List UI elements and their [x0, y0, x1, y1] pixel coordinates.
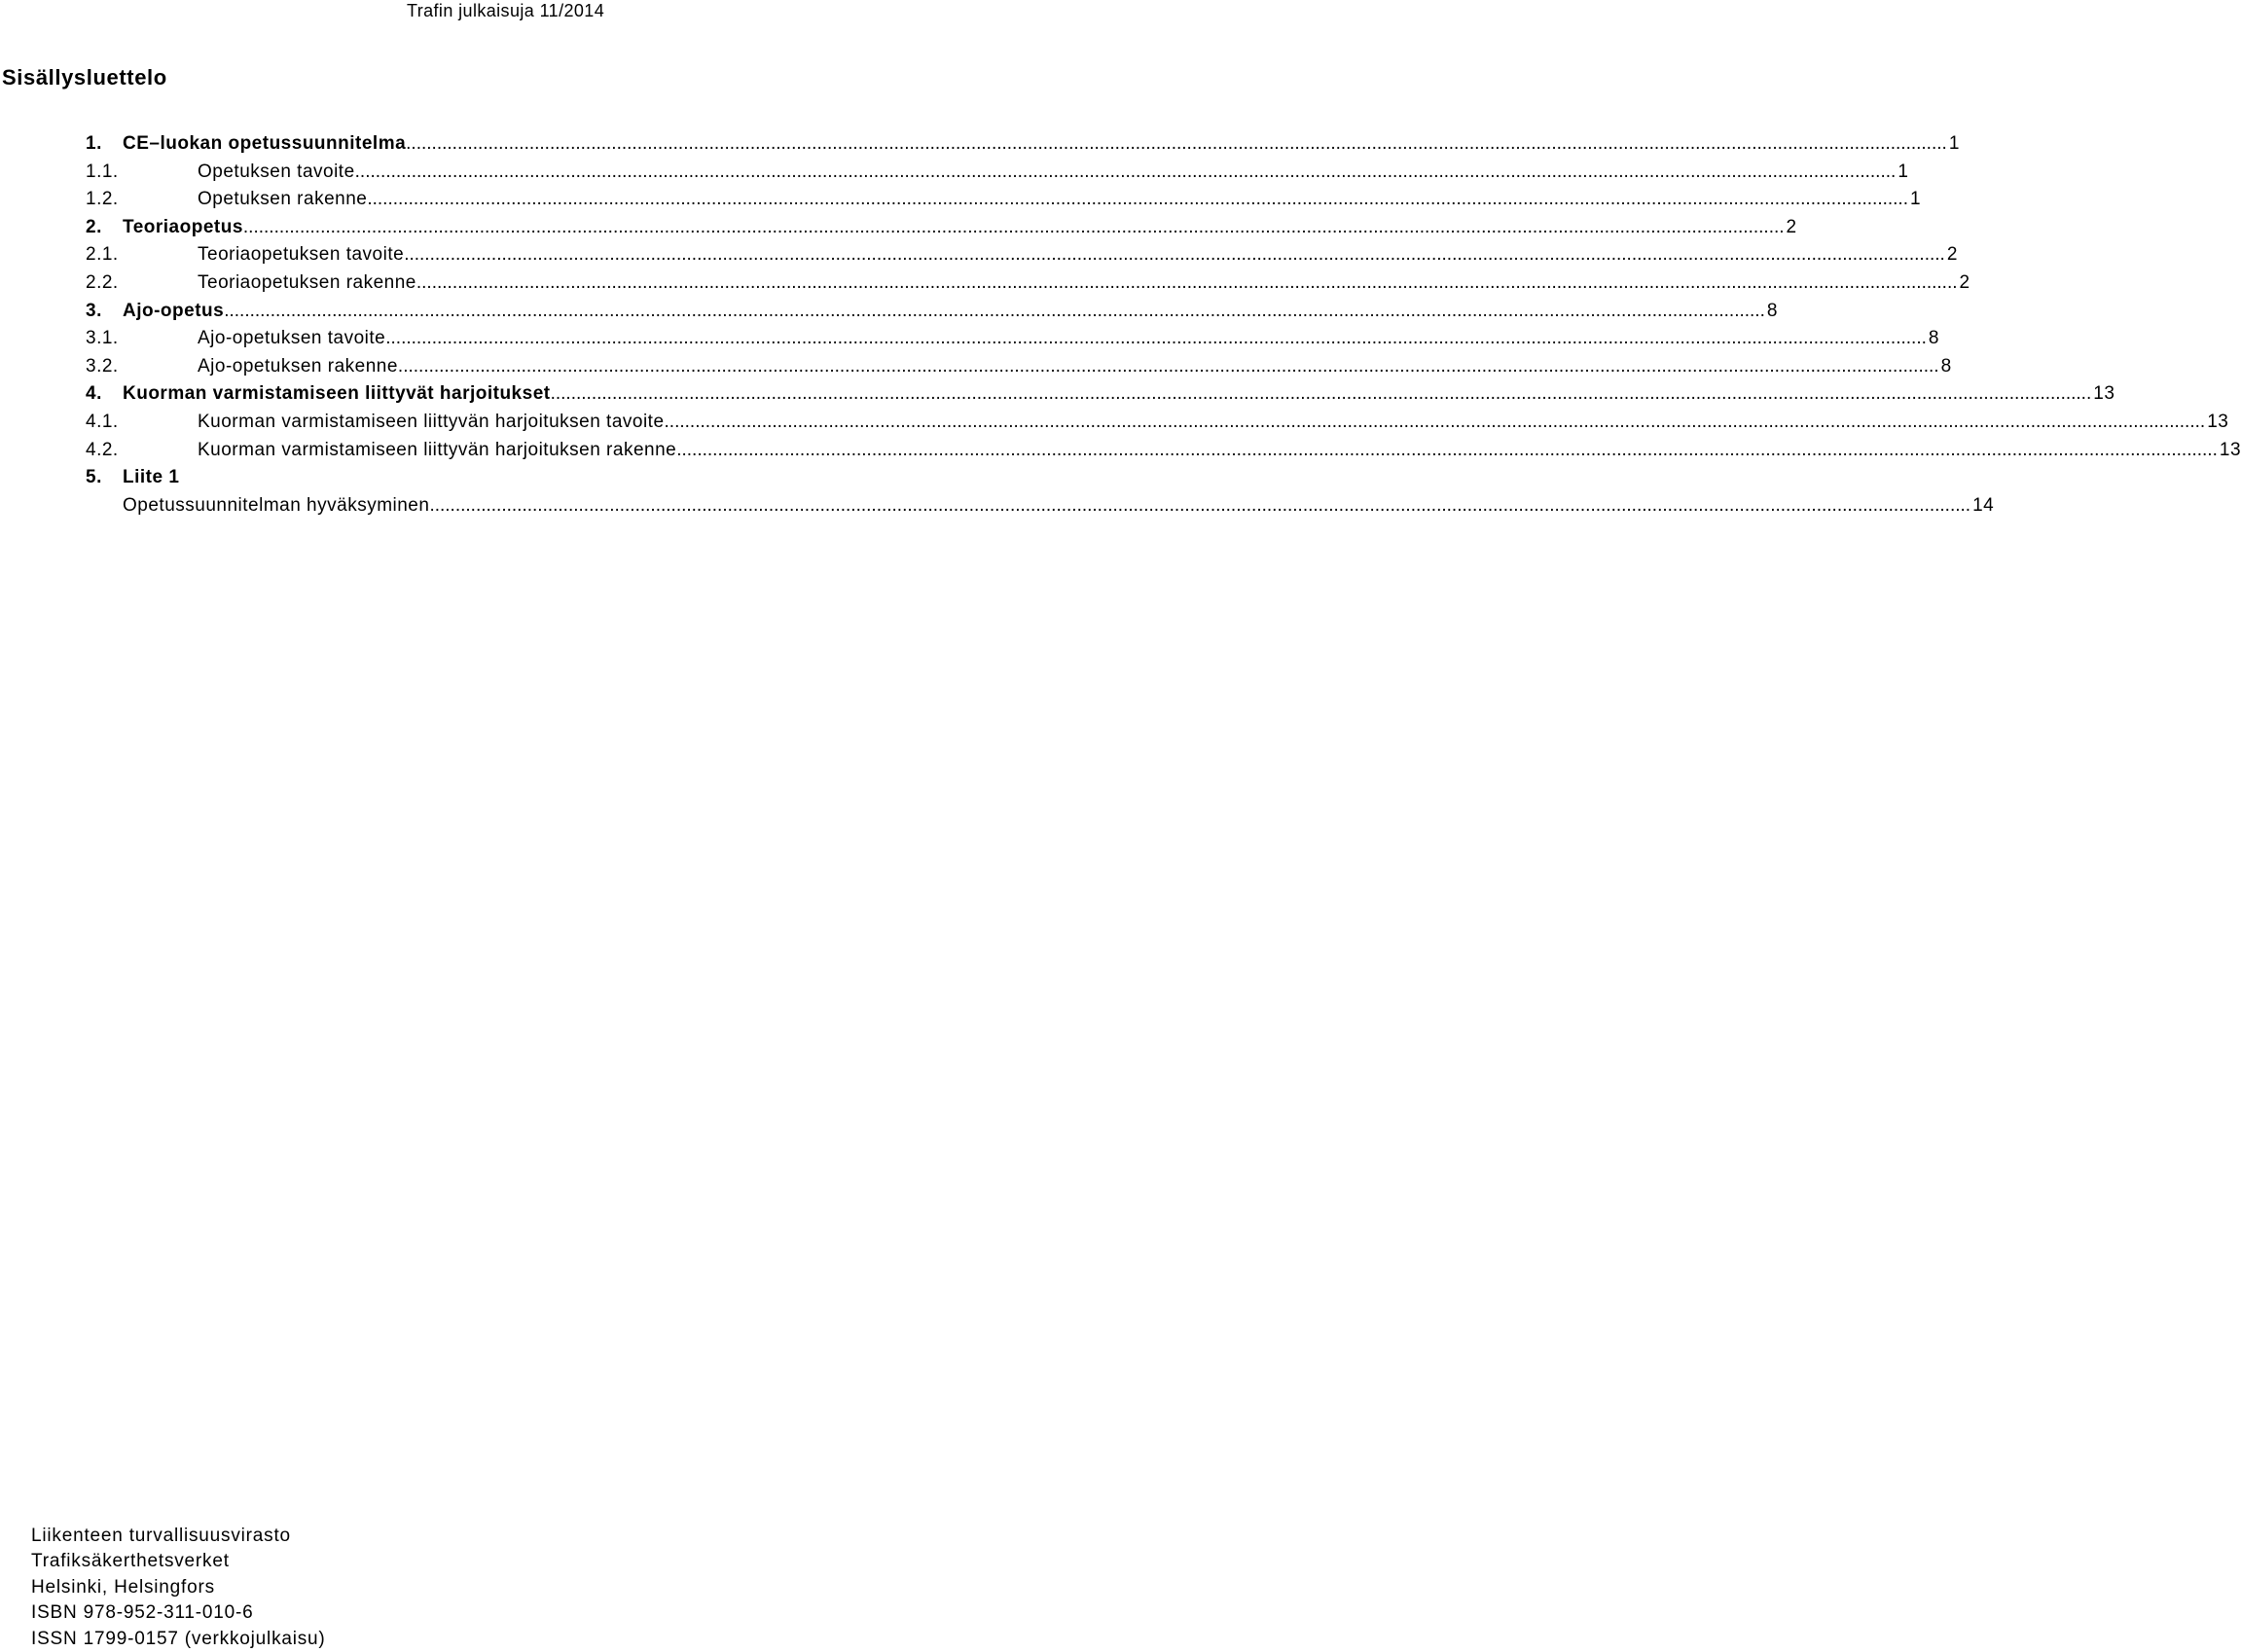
toc-entry-number: 3.2.	[86, 355, 119, 377]
toc-entry-number: 3.	[86, 300, 102, 321]
toc-entry[interactable]	[86, 188, 1922, 216]
toc-entry-title: Kuorman varmistamiseen liittyvän harjoituksen rakenne	[198, 439, 677, 460]
toc-entry[interactable]	[86, 216, 1797, 244]
toc-entry-number: 4.	[86, 383, 102, 405]
toc-entry-title: Liite 1	[123, 467, 180, 488]
toc-entry-page: 8	[1928, 328, 1939, 349]
toc-entry-title: Ajo-opetuksen rakenne	[198, 355, 398, 377]
toc-entry-number: 2.	[86, 216, 102, 237]
isbn: ISBN 978-952-311-010-6	[31, 1602, 254, 1624]
toc-entry-number: 2.2.	[86, 271, 119, 293]
publisher-name-fi: Liikenteen turvallisuusvirasto	[31, 1526, 291, 1546]
toc-entry-title: CE–luokan opetussuunnitelma	[123, 133, 407, 154]
toc-entry-title: Opetuksen rakenne	[198, 189, 368, 210]
toc-entry-title: Teoriaopetus	[123, 216, 243, 237]
toc-entry-title: Teoriaopetuksen tavoite	[198, 244, 405, 266]
toc-entry-title: Kuorman varmistamiseen liittyvät harjoitukset	[123, 383, 551, 405]
toc-entry-title: Opetussuunnitelman hyväksyminen	[123, 494, 430, 516]
toc-entry-title: Ajo-opetuksen tavoite	[198, 328, 386, 349]
toc-leader-dots: ............................................................................................................................................................................................................................................................................................................	[397, 355, 1939, 377]
toc-leader-dots: ............................................................................................................................................................................................................................................................................................................	[404, 244, 1945, 266]
toc-entry[interactable]	[86, 439, 2241, 467]
toc-entry-page: 8	[1766, 300, 1778, 321]
toc-entry-title: Teoriaopetuksen rakenne	[198, 271, 416, 293]
toc-entry-page: 2	[1946, 244, 1958, 266]
toc-entry-page: 13	[2093, 383, 2115, 405]
toc-entry-number: 2.1.	[86, 244, 119, 266]
toc-entry-page: 14	[1972, 494, 1995, 516]
toc-entry[interactable]	[86, 494, 1995, 522]
toc-entry[interactable]	[86, 327, 1939, 355]
toc-entry[interactable]	[86, 411, 2229, 439]
toc-entry-page: 1	[1898, 161, 1909, 182]
toc-entry-page: 8	[1940, 355, 1952, 377]
toc-title: Sisällysluettelo	[2, 65, 167, 90]
toc-entry-title: Opetuksen tavoite	[198, 161, 355, 182]
toc-entry[interactable]	[86, 271, 1970, 300]
toc-entry[interactable]	[86, 161, 1909, 189]
toc-entry-title: Ajo-opetus	[123, 300, 225, 321]
toc-entry-number: 3.1.	[86, 328, 119, 349]
toc-entry-number: 5.	[86, 467, 102, 488]
toc-leader-dots: ............................................................................................................................................................................................................................................................................................................	[224, 300, 1765, 321]
toc-entry[interactable]	[86, 132, 1960, 161]
toc-leader-dots: ............................................................................................................................................................................................................................................................................................................	[367, 189, 1908, 210]
toc-entry-number: 4.2.	[86, 439, 119, 460]
table-of-contents	[86, 132, 2241, 521]
toc-leader-dots: ............................................................................................................................................................................................................................................................................................................	[242, 216, 1785, 237]
issn: ISSN 1799-0157 (verkkojulkaisu)	[31, 1628, 326, 1649]
publisher-location: Helsinki, Helsingfors	[31, 1576, 215, 1598]
toc-entry[interactable]	[86, 466, 931, 494]
toc-entry-page: 13	[2219, 439, 2241, 460]
toc-entry-page: 2	[1786, 216, 1797, 237]
toc-leader-dots: ............................................................................................................................................................................................................................................................................................................	[550, 383, 2092, 405]
publisher-info	[31, 1524, 326, 1652]
toc-entry-number: 1.	[86, 133, 102, 154]
toc-entry[interactable]	[86, 355, 1952, 383]
publisher-name-sv: Trafiksäkerthetsverket	[31, 1551, 230, 1572]
toc-entry-number: 4.1.	[86, 411, 119, 432]
toc-entry[interactable]	[86, 382, 2115, 411]
toc-entry-title: Kuorman varmistamiseen liittyvän harjoituksen tavoite	[198, 411, 665, 432]
toc-entry[interactable]	[86, 243, 1958, 271]
toc-leader-dots: ............................................................................................................................................................................................................................................................................................................	[416, 271, 1958, 293]
toc-leader-dots: ............................................................................................................................................................................................................................................................................................................	[429, 494, 1971, 516]
toc-leader-dots: ............................................................................................................................................................................................................................................................................................................	[406, 133, 1947, 154]
publication-reference: Trafin julkaisuja 11/2014	[407, 1, 605, 20]
toc-entry-page: 13	[2207, 411, 2229, 432]
toc-entry-page: 1	[1948, 133, 1960, 154]
toc-leader-dots: ............................................................................................................................................................................................................................................................................................................	[676, 439, 2218, 460]
toc-entry[interactable]	[86, 300, 1778, 328]
toc-leader-dots: ............................................................................................................................................................................................................................................................................................................	[385, 328, 1927, 349]
toc-entry-number: 1.1.	[86, 161, 119, 182]
toc-leader-dots: ............................................................................................................................................................................................................................................................................................................	[664, 411, 2206, 432]
toc-entry-page: 1	[1910, 189, 1922, 210]
toc-entry-page: 2	[1959, 271, 1970, 293]
toc-leader-dots: ............................................................................................................................................................................................................................................................................................................	[354, 161, 1897, 182]
toc-entry-number: 1.2.	[86, 189, 119, 210]
